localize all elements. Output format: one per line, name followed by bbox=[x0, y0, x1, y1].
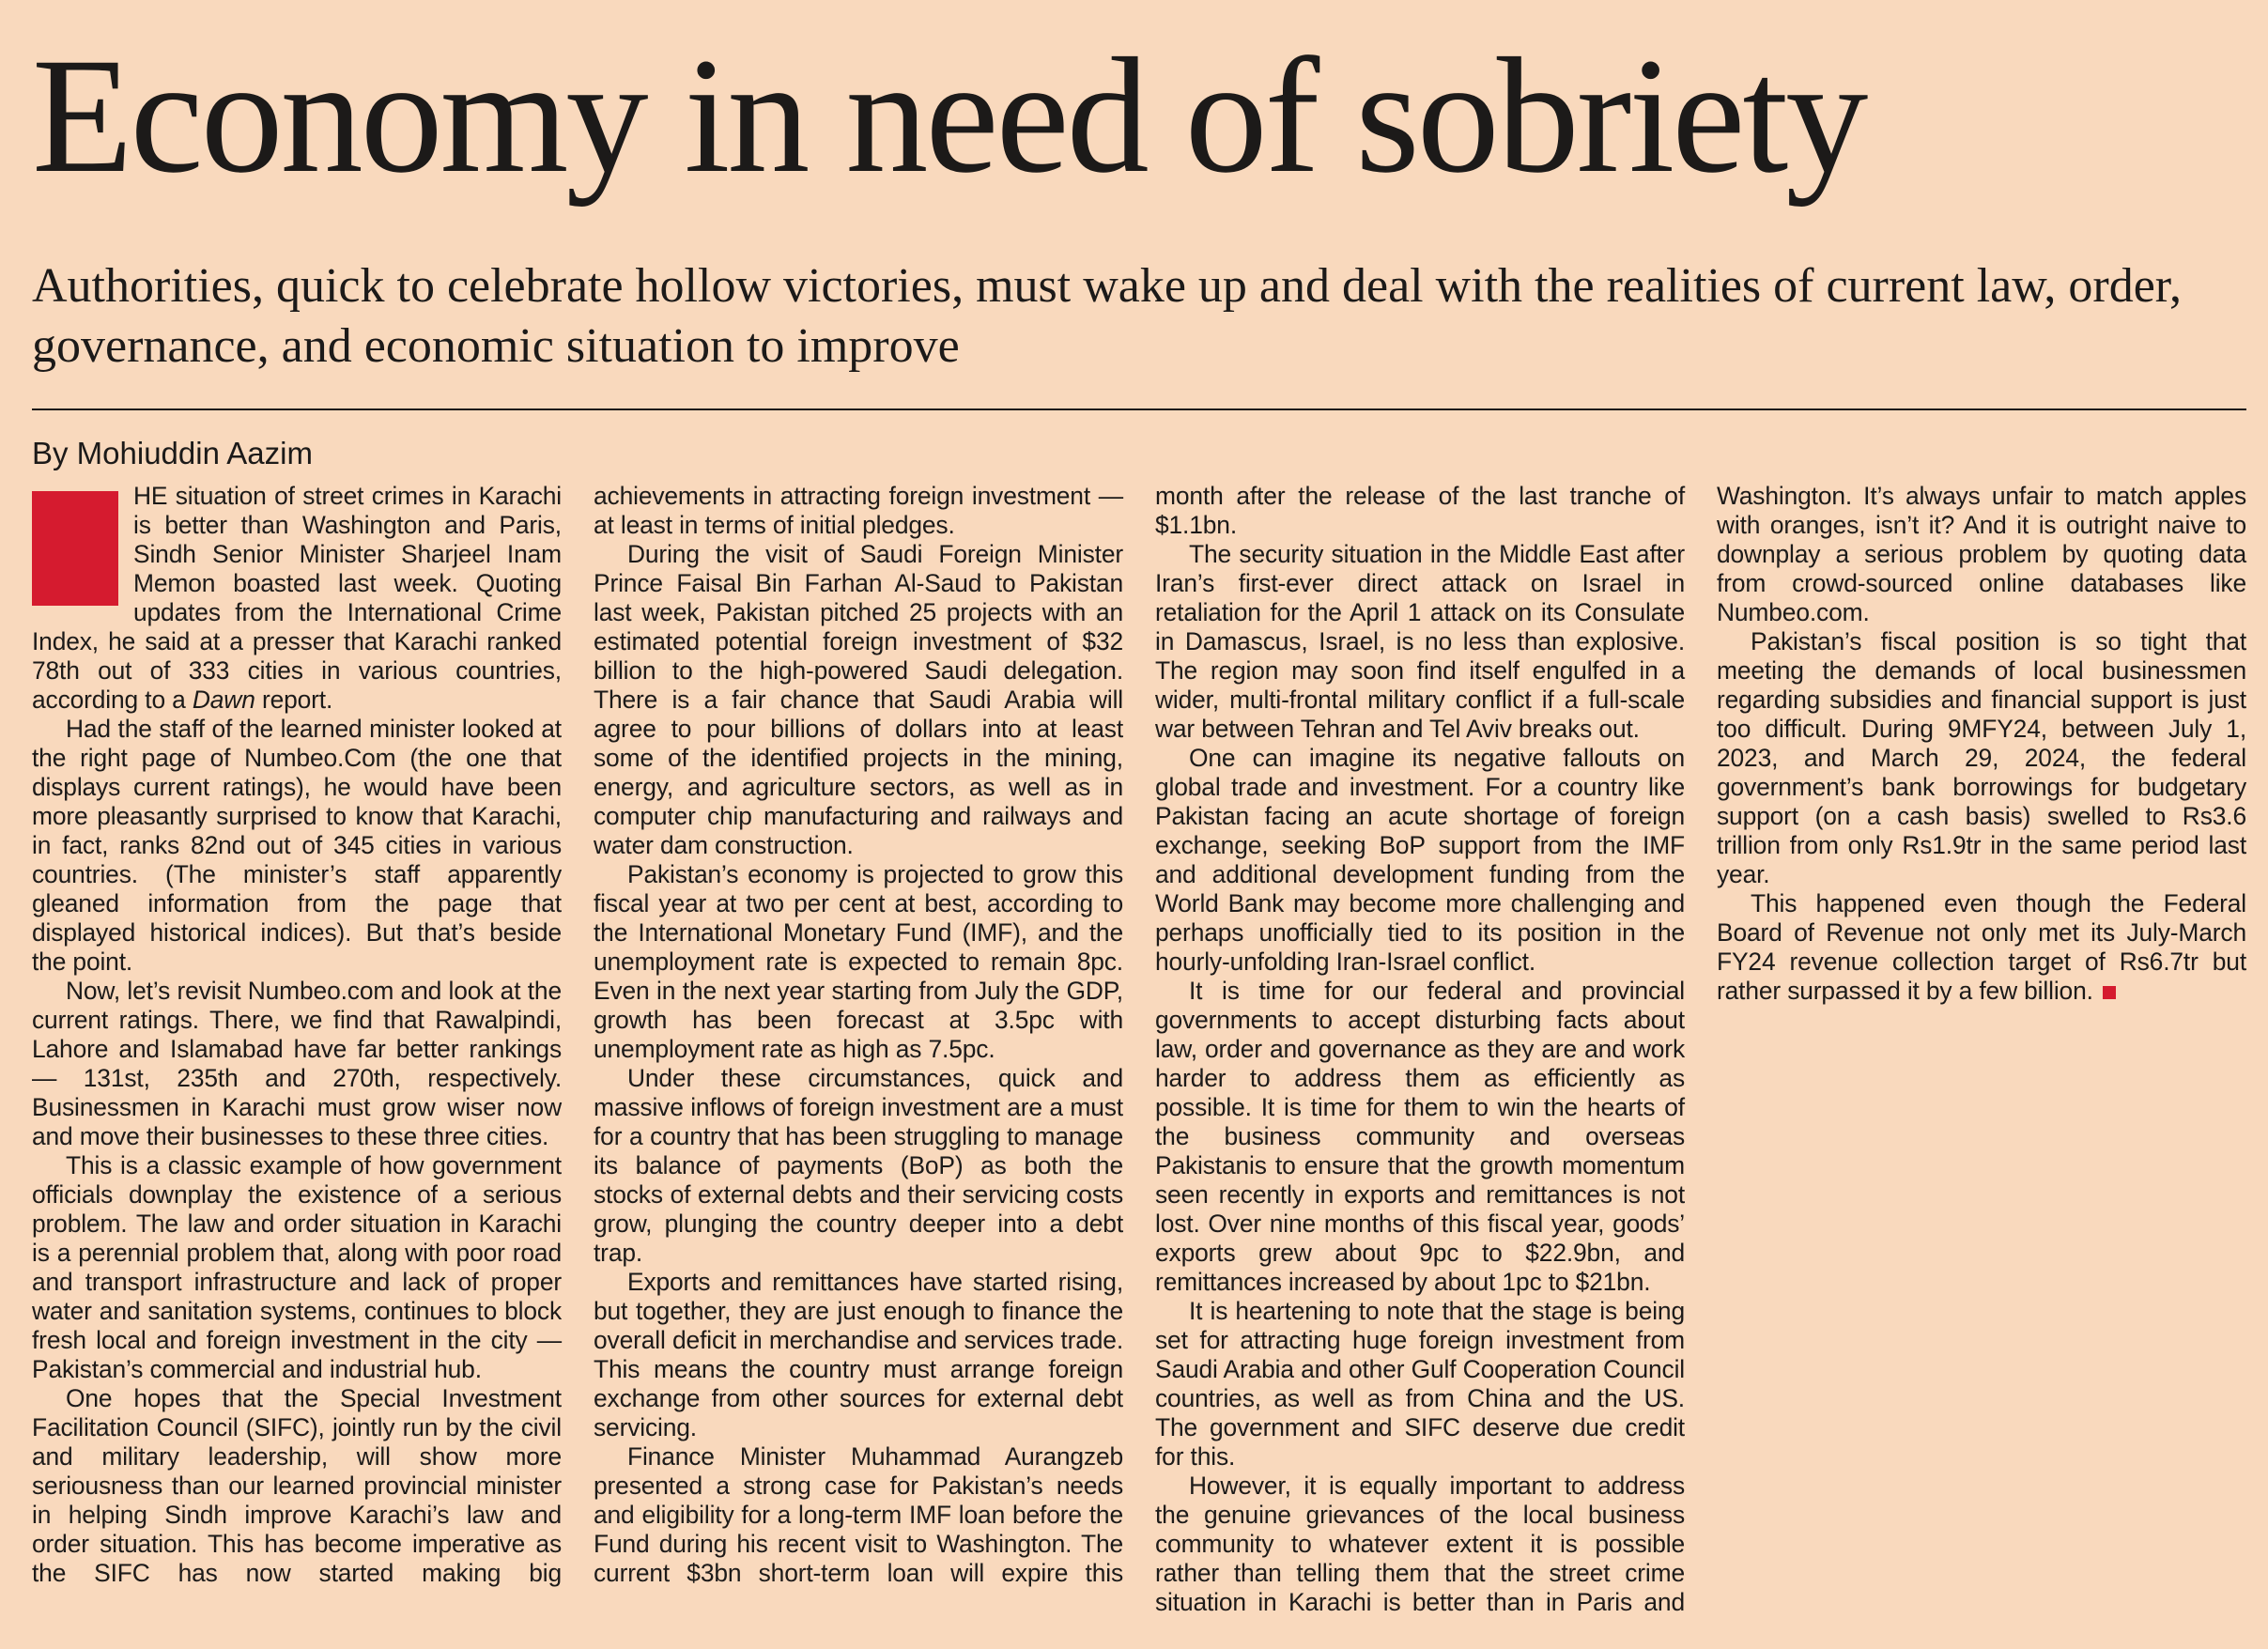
body-paragraph: Had the staff of the learned minister looked at the right page of Numbeo.Com (the one that displays current ratings), he would have been more pleasantly surprised to know that Karachi, in fact, ranks 82nd out of 345 cities in various countries. (The minister’s staff apparently gleaned information from the page that displayed historical indices). But that’s beside the point. bbox=[32, 715, 562, 976]
headline: Economy in need of sobriety bbox=[32, 24, 1866, 208]
dropcap-text: HE situation of street crimes in Karachi is better than Washington and Paris, Sindh Senior Minister Sharjeel Inam Memon boasted last week. Quoting updates from the International Crime Index, he said at a presser that Karachi ranked 78th out of 333 cities in various countries, according to a bbox=[32, 482, 562, 714]
body-paragraph: Pakistan’s economy is projected to grow this fiscal year at two per cent at best, according to the International Monetary Fund (IMF), and the unemployment rate is expected to remain 8pc. Even in the next year starting from July the GDP, growth has been forecast at 3.5pc with unemployment rate as high as 7.5pc. bbox=[594, 860, 1123, 1063]
end-mark-icon bbox=[2103, 986, 2116, 999]
body-paragraph: During the visit of Saudi Foreign Minister Prince Faisal Bin Farhan Al-Saud to Pakistan last week, Pakistan pitched 25 projects with an estimated potential foreign investment of $32 billion to the high-powered Saudi delegation. There is a fair chance that Saudi Arabia will agree to pour billions of dollars into at least some of the identified projects in the mining, energy, and agriculture sectors, as well as in computer chip manufacturing and railways and water dam construction. bbox=[594, 540, 1123, 859]
body-paragraph: Pakistan’s fiscal position is so tight that meeting the demands of local businessmen regarding subsidies and financial support is just too difficult. During 9MFY24, between July 1, 2023, and March 29, 2024, the federal government’s bank borrowings for budgetary support (on a cash basis) swelled to Rs3.6 trillion from only Rs1.9tr in the same period last year. bbox=[1717, 627, 2246, 888]
dropcap bbox=[32, 491, 118, 606]
standfirst: Authorities, quick to celebrate hollow victories, must wake up and deal with the realities of current law, order, governance, and economic situation to improve bbox=[32, 259, 2183, 373]
body-text: report. bbox=[261, 686, 333, 714]
body-text: This happened even though the Federal Board of Revenue not only met its July-March FY24 revenue collection target of Rs6.7tr but rather surpassed it by a few billion. bbox=[1717, 889, 2246, 1005]
divider-rule bbox=[32, 408, 2246, 410]
body-paragraph-last bbox=[1717, 889, 2246, 1006]
article-body bbox=[32, 482, 2246, 1637]
body-paragraph: However, it is equally important to address the genuine grievances of the local business community to whatever extent it is possible rather than telling them that the street crime situation in Karachi is better than in Paris and Washington. It’s always unfair to match apples with oranges, isn’t it? And it is outright naive to downplay a serious problem by quoting data from crowd-sourced online databases like Numbeo.com. bbox=[1155, 482, 2246, 1616]
body-paragraph: Under these circumstances, quick and massive inflows of foreign investment are a must for a country that has been struggling to manage its balance of payments (BoP) as both the stocks of external debts and their servicing costs grow, plunging the country deeper into a debt trap. bbox=[594, 1064, 1123, 1267]
dropcap-glyph bbox=[32, 491, 118, 606]
body-paragraph: The security situation in the Middle East after Iran’s first-ever direct attack on Israel in retaliation for the April 1 attack on its Consulate in Damascus, Israel, is no less than explosive. The region may soon find itself engulfed in a wider, multi-frontal military conflict if a full-scale war between Tehran and Tel Aviv breaks out. bbox=[1155, 540, 1685, 743]
body-paragraph bbox=[32, 482, 562, 715]
body-paragraph: Finance Minister Muhammad Aurangzeb presented a strong case for Pakistan’s needs and eligibility for a long-term IMF loan before the Fund during his recent visit to Washington. The current $3bn short-term loan will expire this month after the release of the last tranche of $1.1bn. bbox=[594, 482, 1685, 1587]
body-paragraph: It is heartening to note that the stage is being set for attracting huge foreign investment from Saudi Arabia and other Gulf Cooperation Council countries, as well as from China and the US. The government and SIFC deserve due credit for this. bbox=[1155, 1297, 1685, 1471]
body-paragraph: One can imagine its negative fallouts on global trade and investment. For a country like Pakistan facing an acute shortage of foreign exchange, seeking BoP support from the IMF and additional development funding from the World Bank may become more challenging and perhaps unofficially tied to its position in the hourly-unfolding Iran-Israel conflict. bbox=[1155, 744, 1685, 976]
body-paragraph: Exports and remittances have started rising, but together, they are just enough to finance the overall deficit in merchandise and services trade. This means the country must arrange foreign exchange from other sources for external debt servicing. bbox=[594, 1268, 1123, 1441]
body-paragraph: It is time for our federal and provincial governments to accept disturbing facts about law, order and governance as they are and work harder to address them as efficiently as possible. It is time for them to win the hearts of the business community and overseas Pakistanis to ensure that the growth momentum seen recently in exports and remittances is not lost. Over nine months of this fiscal year, goods’ exports grew about 9pc to $22.9bn, and remittances increased by about 1pc to $21bn. bbox=[1155, 977, 1685, 1296]
body-paragraph: One hopes that the Special Investment Facilitation Council (SIFC), jointly run by the civil and military leadership, will show more seriousness than our learned provincial minister in helping Sindh improve Karachi’s law and order situation. This has become imperative as the SIFC has now started making big achievements in attracting foreign investment — at least in terms of initial pledges. bbox=[32, 482, 1123, 1587]
byline: By Mohiuddin Aazim bbox=[32, 436, 313, 470]
publication-name: Dawn bbox=[192, 686, 255, 714]
body-paragraph: Now, let’s revisit Numbeo.com and look at the current ratings. There, we find that Rawalpindi, Lahore and Islamabad have far better rankings — 131st, 235th and 270th, respectively. Businessmen in Karachi must grow wiser now and move their businesses to these three cities. bbox=[32, 977, 562, 1150]
body-paragraph: This is a classic example of how government officials downplay the existence of a serious problem. The law and order situation in Karachi is a perennial problem that, along with poor road and transport infrastructure and lack of proper water and sanitation systems, continues to block fresh local and foreign investment in the city — Pakistan’s commercial and industrial hub. bbox=[32, 1151, 562, 1383]
